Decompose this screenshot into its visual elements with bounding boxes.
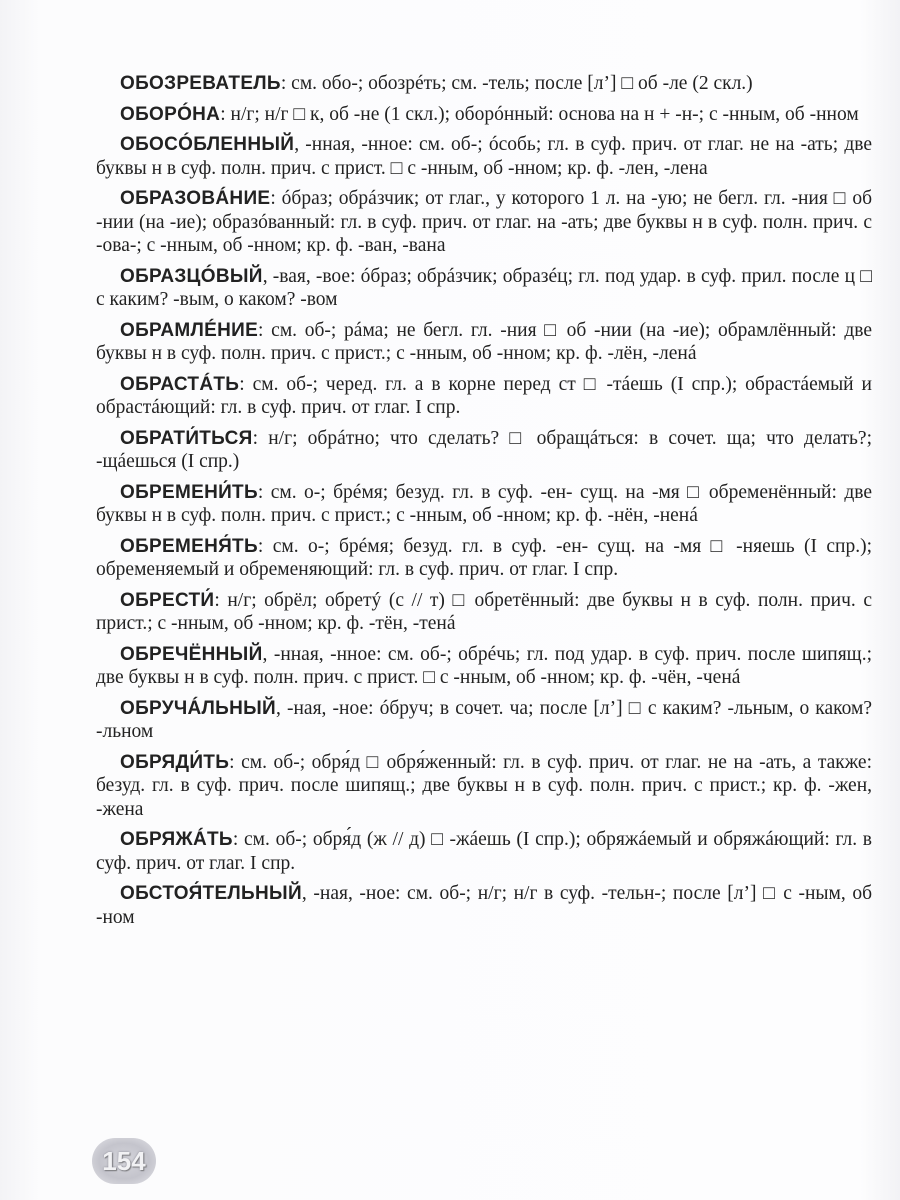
entry-definition: : см. об-; обря́д □ обря́женный: гл. в суф. прич. от глаг. не на -ать, а также: безуд. гл. в суф. прич. после шипящ.; две буквы н в суф. полн. прич. с прист.; кр. ф. -жен, -жена xyxy=(96,751,872,820)
entry-headword: ОБРАМЛÉНИЕ xyxy=(120,319,259,341)
entry-headword: ОБРАСТÁТЬ xyxy=(120,373,240,395)
entry-headword: ОБРАТИ́ТЬСЯ xyxy=(120,427,253,449)
entry-headword: ОБРЯДИ́ТЬ xyxy=(120,751,230,773)
entry-definition: : см. о-; брéмя; безуд. гл. в суф. -ен- сущ. на -мя □ -няешь (I спр.); обременяемый и обременяющий: гл. в суф. прич. от глаг. I спр. xyxy=(96,535,872,580)
entry-definition: , -нная, -нное: см. об-; óсобь; гл. в суф. прич. от глаг. не на -ать; две буквы н в суф. полн. прич. с прист. □ с -нным, об -нном; кр. ф. -лен, -лена xyxy=(96,134,872,179)
entry-headword: ОБСТОЯ́ТЕЛЬНЫЙ xyxy=(120,883,302,904)
dictionary-entry xyxy=(96,481,872,528)
entry-definition: , -ная, -ное: óбруч; в сочет. ча; после [л’] □ с каким? -льным, о каком? -льном xyxy=(96,697,872,742)
entry-definition: : н/г; н/г □ к, об -не (1 скл.); оборóнный: основа на н + -н-; с -нным, об -нном xyxy=(220,103,859,125)
dictionary-entry xyxy=(96,319,872,366)
entry-definition: : см. об-; черед. гл. а в корне перед ст □ -тáешь (I спр.); обрастáемый и обрастáющий: гл. в суф. прич. от глаг. I спр. xyxy=(96,373,872,418)
entry-headword: ОБОСÓБЛЕННЫЙ xyxy=(120,134,295,155)
dictionary-entry xyxy=(96,535,872,582)
dictionary-entries xyxy=(96,72,872,936)
dictionary-entry xyxy=(96,643,872,690)
entry-definition: , -ная, -ное: см. об-; н/г; н/г в суф. -тельн-; после [л’] □ с -ным, об -ном xyxy=(96,883,872,928)
entry-definition: : н/г; обрáтно; что сделать? □ обращáться: в сочет. ща; что делать?; -щáешься (I спр.) xyxy=(96,427,872,472)
entry-headword: ОБРАЗЦÓВЫЙ xyxy=(120,265,263,287)
entry-headword: ОБОРÓНА xyxy=(120,103,221,125)
dictionary-entry xyxy=(96,133,872,180)
entry-headword: ОБОЗРЕВАТЕЛЬ xyxy=(120,73,281,94)
dictionary-entry xyxy=(96,103,872,127)
entry-headword: ОБРАЗОВÁНИЕ xyxy=(120,188,271,209)
entry-headword: ОБРЕМЕНИ́ТЬ xyxy=(120,481,258,503)
entry-definition: : см. об-; обря́д (ж // д) □ -жáешь (I спр.); обряжáемый и обряжáющий: гл. в суф. прич. от глаг. I спр. xyxy=(96,829,872,874)
entry-definition: : н/г; обрёл; обретý (с // т) □ обретённый: две буквы н в суф. полн. прич. с прист.; с -нным, об -нном; кр. ф. -тён, -тенá xyxy=(96,589,872,634)
entry-definition: : см. об-; рáма; не бегл. гл. -ния □ об -нии (на -ие); обрамлённый: две буквы н в суф. полн. прич. с прист.; с -нным, об -нном; кр. ф. -лён, -ленá xyxy=(96,319,872,364)
entry-headword: ОБРУЧÁЛЬНЫЙ xyxy=(120,697,277,719)
entry-headword: ОБРЕЧЁННЫЙ xyxy=(120,643,263,665)
dictionary-entry xyxy=(96,265,872,312)
dictionary-entry xyxy=(96,589,872,636)
entry-definition: : см. обо-; обозрéть; см. -тель; после [л’] □ об -ле (2 скл.) xyxy=(280,73,753,94)
page-number-badge xyxy=(92,1138,156,1184)
page-number: 154 xyxy=(102,1145,146,1176)
dictionary-entry xyxy=(96,427,872,474)
dictionary-entry xyxy=(96,697,872,744)
dictionary-entry xyxy=(96,373,872,420)
entry-definition: , -вая, -вое: óбраз; обрáзчик; образéц; гл. под удар. в суф. прил. после ц □ с каким? -вым, о каком? -вом xyxy=(96,265,872,310)
entry-definition: , -нная, -нное: см. об-; обрéчь; гл. под удар. в суф. прич. после шипящ.; две буквы н в суф. полн. прич. с прист. □ с -нным, об -нном; кр. ф. -чён, -ченá xyxy=(96,643,872,688)
dictionary-entry xyxy=(96,882,872,929)
entry-definition: : óбраз; обрáзчик; от глаг., у которого 1 л. на -ую; не бегл. гл. -ния □ об -нии (на -ие); образóванный: гл. в суф. прич. от глаг. на -ать; две буквы н в суф. полн. прич. с -ова-; с -нным, об -нном; кр. ф. -ван, -вана xyxy=(96,188,872,256)
dictionary-entry xyxy=(96,828,872,875)
entry-headword: ОБРЯЖÁТЬ xyxy=(120,829,233,850)
entry-headword: ОБРЕМЕНЯ́ТЬ xyxy=(120,535,258,557)
dictionary-entry xyxy=(96,72,872,96)
dictionary-entry xyxy=(96,751,872,822)
dictionary-entry xyxy=(96,187,872,258)
entry-definition: : см. о-; брéмя; безуд. гл. в суф. -ен- сущ. на -мя □ обременённый: две буквы н в суф. полн. прич. с прист.; с -нным, об -нном; кр. ф. -нён, -ненá xyxy=(96,481,872,526)
entry-headword: ОБРЕСТИ́ xyxy=(120,589,215,611)
